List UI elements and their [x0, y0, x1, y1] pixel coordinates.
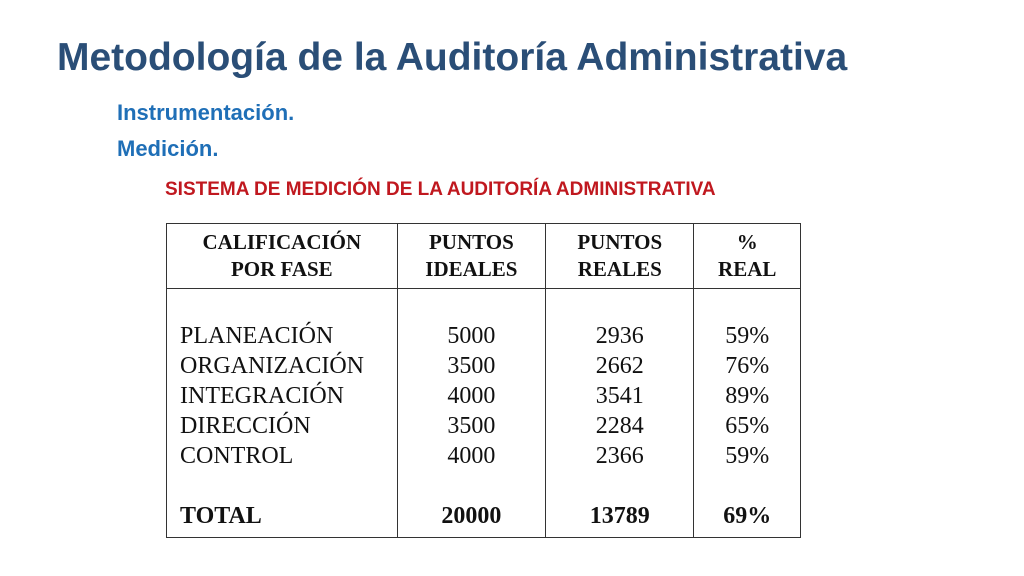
table-caption: SISTEMA DE MEDICIÓN DE LA AUDITORÍA ADMINISTRATIVA: [165, 179, 716, 200]
total-percent-cell: [694, 501, 801, 538]
header-calificacion-por-fase: [167, 224, 398, 289]
column-fases: [167, 289, 398, 502]
reales-cell: 3541: [595, 383, 644, 409]
fase-cell: CONTROL: [180, 443, 294, 469]
percent-cell: 76%: [725, 353, 770, 379]
percent-cell: 59%: [725, 443, 770, 469]
ideales-cell: 3500: [447, 413, 496, 439]
header-line: REALES: [577, 257, 662, 281]
percent-cell: 65%: [725, 413, 770, 439]
header-line: CALIFICACIÓN: [202, 230, 362, 254]
percent-cell: 89%: [725, 383, 770, 409]
ideales-cell: 4000: [447, 383, 496, 409]
table-total-row: [167, 501, 801, 538]
fase-cell: DIRECCIÓN: [180, 413, 311, 439]
header-line: %: [736, 230, 758, 254]
ideales-cell: 3500: [447, 353, 496, 379]
fase-cell: ORGANIZACIÓN: [180, 353, 364, 379]
total-label-cell: [167, 501, 398, 538]
reales-cell: 2662: [595, 353, 644, 379]
header-line: POR FASE: [230, 257, 333, 281]
total-label: TOTAL: [180, 503, 262, 529]
total-ideales-cell: [397, 501, 545, 538]
header-line: REAL: [718, 257, 777, 281]
total-reales-cell: [546, 501, 694, 538]
ideales-cell: 4000: [447, 443, 496, 469]
table-body-row: [167, 289, 801, 502]
header-puntos-reales: [546, 224, 694, 289]
total-reales: 13789: [589, 503, 650, 529]
header-line: IDEALES: [425, 257, 518, 281]
percent-cell: 59%: [725, 323, 770, 349]
reales-cell: 2936: [595, 323, 644, 349]
slide-title: Metodología de la Auditoría Administrativa: [57, 36, 848, 79]
header-percent-real: [694, 224, 801, 289]
fase-cell: INTEGRACIÓN: [180, 383, 344, 409]
column-puntos-reales: [546, 289, 694, 502]
table-header-row: [167, 224, 801, 289]
header-line: PUNTOS: [577, 230, 663, 254]
header-puntos-ideales: [397, 224, 545, 289]
column-percent-real: [694, 289, 801, 502]
subtitle-medicion: Medición.: [117, 136, 219, 161]
reales-cell: 2284: [595, 413, 644, 439]
reales-cell: 2366: [595, 443, 644, 469]
header-line: PUNTOS: [428, 230, 514, 254]
total-ideales: 20000: [441, 503, 502, 529]
ideales-cell: 5000: [447, 323, 496, 349]
measurement-table: [166, 223, 801, 538]
total-percent: 69%: [723, 503, 772, 529]
fase-cell: PLANEACIÓN: [180, 323, 334, 349]
subtitle-instrumentacion: Instrumentación.: [117, 100, 295, 125]
column-puntos-ideales: [397, 289, 545, 502]
